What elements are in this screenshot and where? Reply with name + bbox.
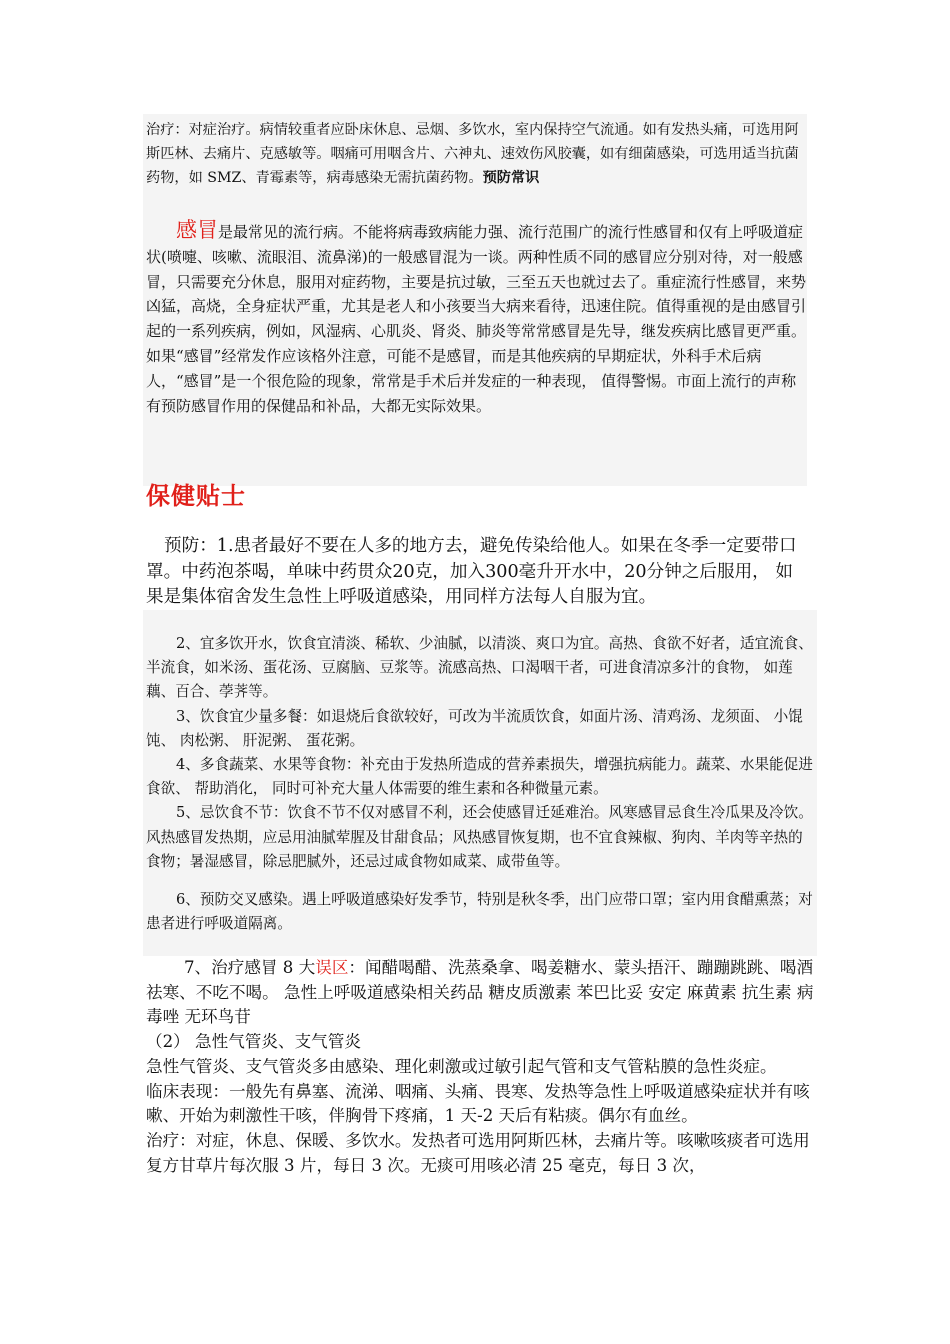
tips-list: [146, 632, 816, 936]
treatment-text: 治疗：对症治疗。病情较重者应卧床休息、忌烟、多饮水，室内保持空气流通。如有发热头痛，可选用阿斯匹林、去痛片、克感敏等。咽痛可用咽含片、六神丸、速效伤风胶囊，如有细菌感染，可选用适当抗菌药物，如 SMZ、青霉素等，病毒感染无需抗菌药物。: [146, 122, 799, 186]
cold-intro-paragraph: [146, 218, 806, 418]
tip7-text-a: 7、治疗感冒 8 大: [184, 958, 316, 977]
treatment-paragraph: [146, 118, 806, 190]
prevention-text: 预防：1.患者最好不要在人多的地方去，避免传染给他人。如果在冬季一定要带口罩。中药泡茶喝，单味中药贯众20克，加入300毫升开水中，20分钟之后服用， 如果是集体宿舍发生急性上呼吸道感染，用同样方法每人自服为宜。: [146, 536, 797, 608]
tip7-paragraph: [146, 956, 816, 1030]
health-tips-heading: 保健贴士: [146, 481, 246, 510]
tip-item: 2、宜多饮开水，饮食宜清淡、稀软、少油腻，以清淡、爽口为宜。高热、食欲不好者，适宜流食、半流食，如米汤、蛋花汤、豆腐脑、豆浆等。流感高热、口渴咽干者，可进食清凉多汁的食物， 如莲藕、百合、荸荠等。: [146, 635, 813, 701]
section2-desc: 急性气管炎、支气管炎多由感染、理化刺激或过敏引起气管和支气管粘膜的急性炎症。: [146, 1056, 777, 1076]
treatment2-paragraph: 治疗：对症，休息、保暖、多饮水。发热者可选用阿斯匹林，去痛片等。咳嗽咳痰者可选用复方甘草片每次服 3 片，每日 3 次。无痰可用咳必清 25 毫克，每日 3 次，: [146, 1130, 810, 1175]
tip7-text-b: ：闻醋喝醋、洗蒸桑拿、喝姜糖水、蒙头捂汗、蹦蹦跳跳、喝酒祛寒、不吃不喝。 急性上呼吸道感染相关药品 糖皮质激素 苯巴比妥 安定 麻黄素 抗生素 病毒唑 无环鸟苷: [146, 958, 814, 1027]
tip-item: 3、饮食宜少量多餐：如退烧后食欲较好，可改为半流质饮食，如面片汤、清鸡汤、龙须面、 小馄饨、 肉松粥、 肝泥粥、 蛋花粥。: [146, 707, 803, 749]
tip-item: 4、多食蔬菜、水果等食物：补充由于发热所造成的营养素损失，增强抗病能力。蔬菜、水果能促进食欲、 帮助消化， 同时可补充大量人体需要的维生素和各种微量元素。: [146, 756, 813, 798]
clinical-paragraph: 临床表现：一般先有鼻塞、流涕、咽痛、头痛、畏寒、发热等急性上呼吸道感染症状并有咳嗽、开始为刺激性干咳，伴胸骨下疼痛，1 天-2 天后有粘痰。偶尔有血丝。: [146, 1081, 810, 1126]
tip7-misconception: 误区: [315, 958, 349, 977]
prevention-tips-label: 预防常识: [482, 170, 540, 186]
tail-section: [146, 956, 816, 1178]
tip-item: 5、忌饮食不节：饮食不节不仅对感冒不利，还会使感冒迁延难治。风寒感冒忌食生冷瓜果及冷饮。风热感冒发热期，应忌用油腻荤腥及甘甜食品；风热感冒恢复期，也不宜食辣椒、狗肉、羊肉等辛热的食物；暑湿感冒，除忌肥腻外，还忌过咸食物如咸菜、咸带鱼等。: [146, 804, 813, 870]
cold-intro-text: 是最常见的流行病。不能将病毒致病能力强、流行范围广的流行性感冒和仅有上呼吸道症状(喷嚏、咳嗽、流眼泪、流鼻涕)的一般感冒混为一谈。两种性质不同的感冒应分别对待，对一般感冒，只需要充分休息，服用对症药物，主要是抗过敏，三至五天也就过去了。重症流行性感冒，来势凶猛，高烧，全身症状严重，尤其是老人和小孩要当大病来看待，迅速住院。值得重视的是由感冒引起的一系列疾病，例如，风湿病、心肌炎、肾炎、肺炎等常常感冒是先导，继发疾病比感冒更严重。如果“感冒”经常发作应该格外注意，可能不是感冒，而是其他疾病的早期症状，外科手术后病人，“感冒”是一个很危险的现象，常常是手术后并发症的一种表现， 值得警惕。市面上流行的声称有预防感冒作用的保健品和补品，大都无实际效果。: [146, 223, 807, 415]
tip-item: 6、预防交叉感染。遇上呼吸道感染好发季节，特别是秋冬季，出门应带口罩；室内用食醋熏蒸；对患者进行呼吸道隔离。: [146, 891, 813, 933]
section2-title: （2） 急性气管炎、支气管炎: [146, 1032, 361, 1052]
cold-title-word: 感冒: [176, 218, 218, 242]
prevention-paragraph: [146, 534, 810, 611]
